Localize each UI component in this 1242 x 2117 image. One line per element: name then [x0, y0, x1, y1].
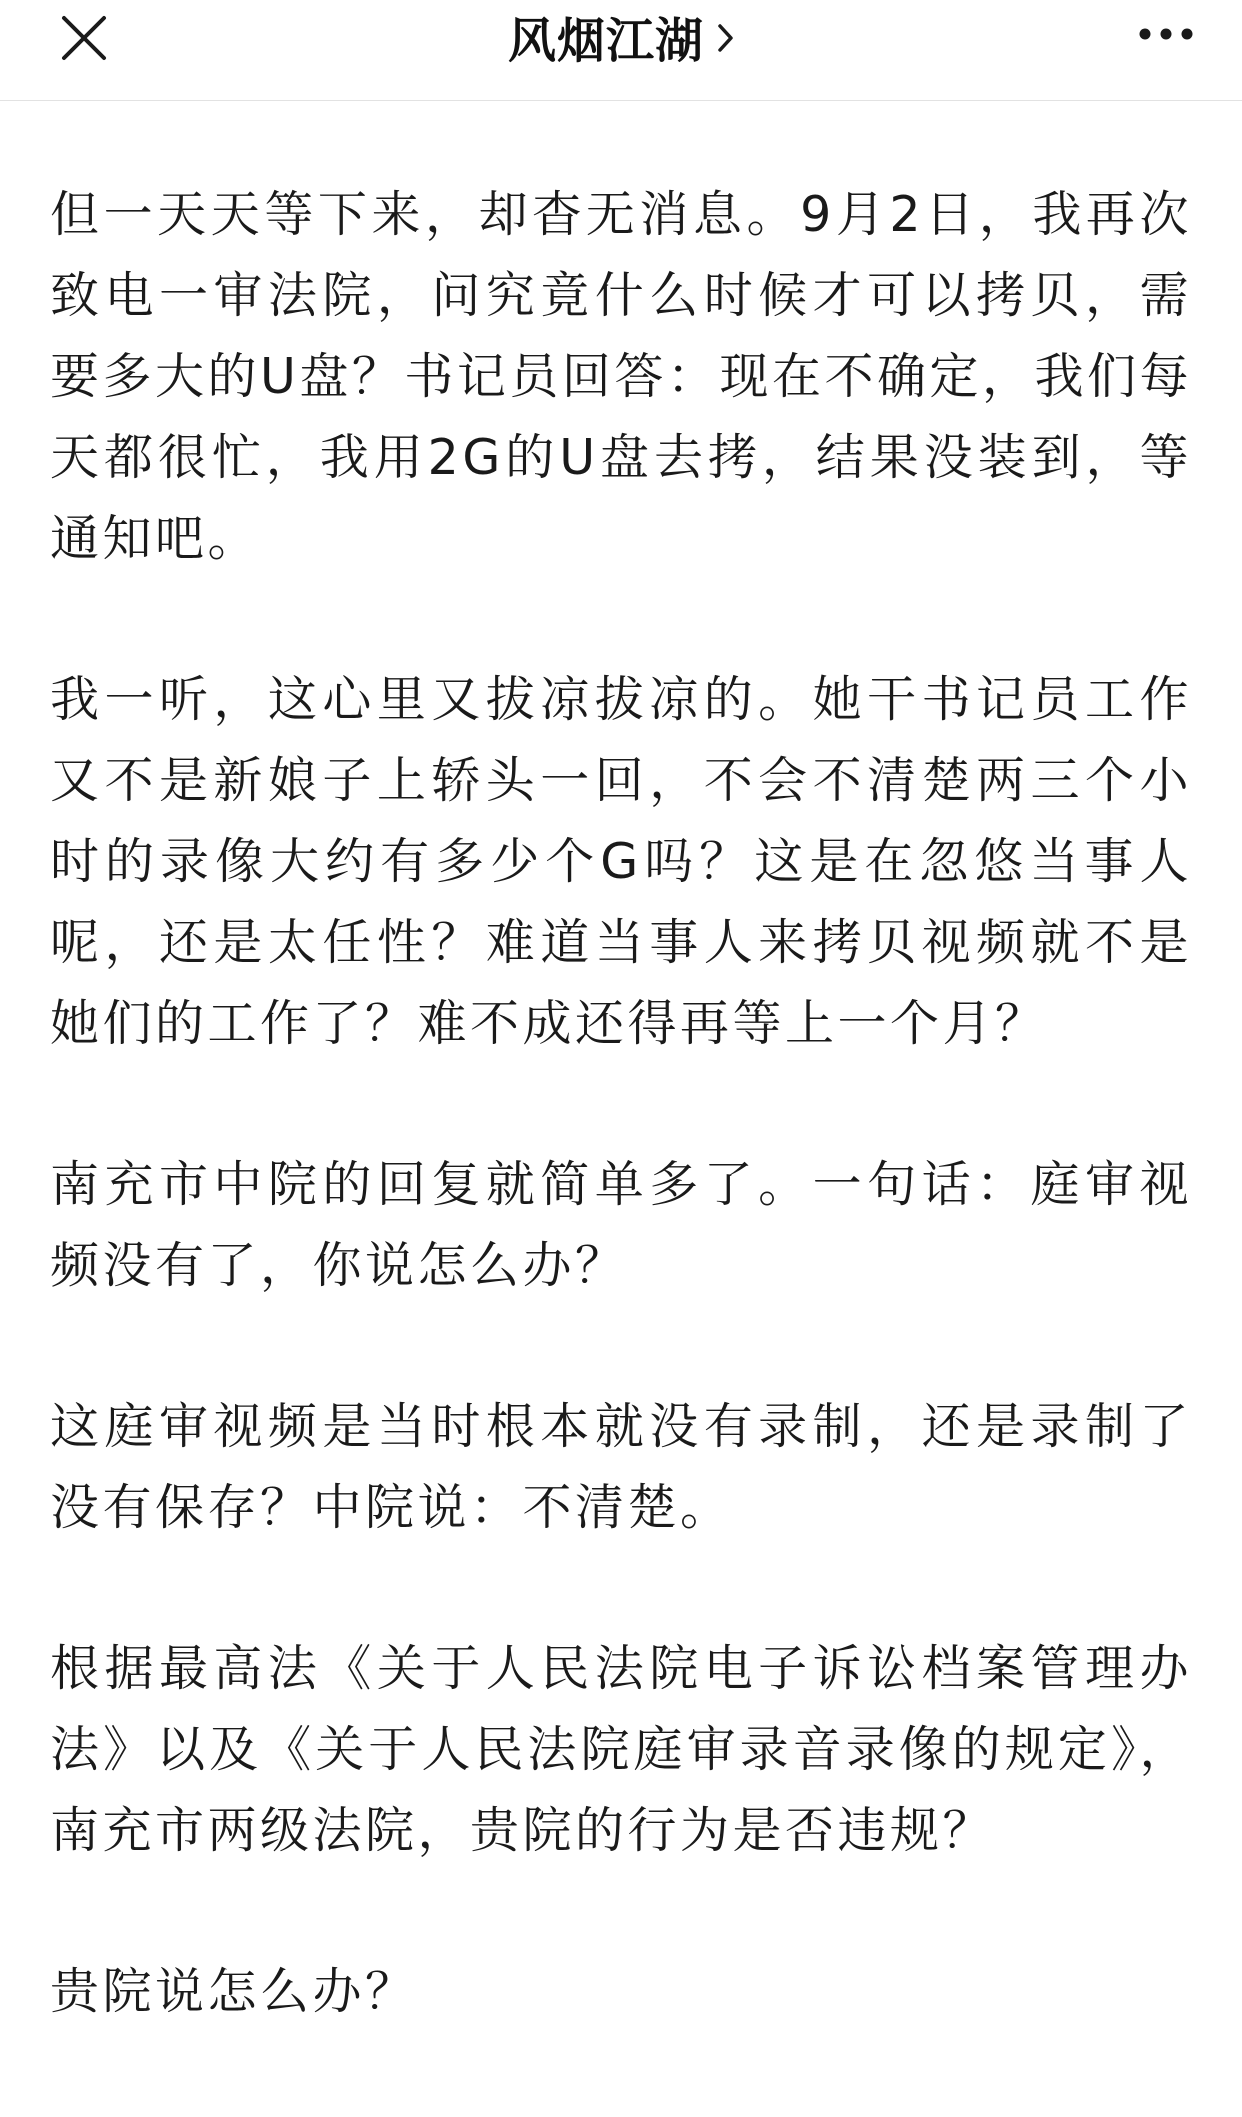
more-horizontal-icon: [1138, 27, 1194, 41]
article-paragraph: 根据最高法《关于人民法院电子诉讼档案管理办法》以及《关于人民法院庭审录音录像的规定》，南充市两级法院，贵院的行为是否违规？: [50, 1640, 1192, 1859]
article-paragraph: 南充市中院的回复就简单多了。一句话：庭审视频没有了，你说怎么办？: [50, 1156, 1192, 1294]
article-body: [50, 174, 1192, 2032]
article-paragraph: 这庭审视频是当时根本就没有录制，还是录制了没有保存？中院说：不清楚。: [50, 1398, 1192, 1536]
account-name: 风烟江湖: [507, 12, 704, 69]
top-navigation-bar: [0, 0, 1242, 101]
article-paragraph: 贵院说怎么办？: [50, 1963, 418, 2020]
header-title-area: [0, 0, 1242, 72]
account-title-link[interactable]: [508, 2, 734, 71]
more-options-button[interactable]: [1122, 0, 1202, 72]
article-paragraph: 我一听，这心里又拔凉拔凉的。她干书记员工作又不是新娘子上轿头一回，不会不清楚两三个小时的录像大约有多少个G吗？这是在忽悠当事人呢，还是太任性？难道当事人来拷贝视频就不是她们的工作了？难不成还得再等上一个月？: [50, 671, 1192, 1052]
article-paragraph: 但一天天等下来，却杳无消息。9月2日，我再次致电一审法院，问究竟什么时候才可以拷贝，需要多大的U盘？书记员回答：现在不确定，我们每天都很忙，我用2G的U盘去拷，结果没装到，等通知吧。: [50, 186, 1192, 567]
chevron-right-icon: [718, 24, 734, 52]
